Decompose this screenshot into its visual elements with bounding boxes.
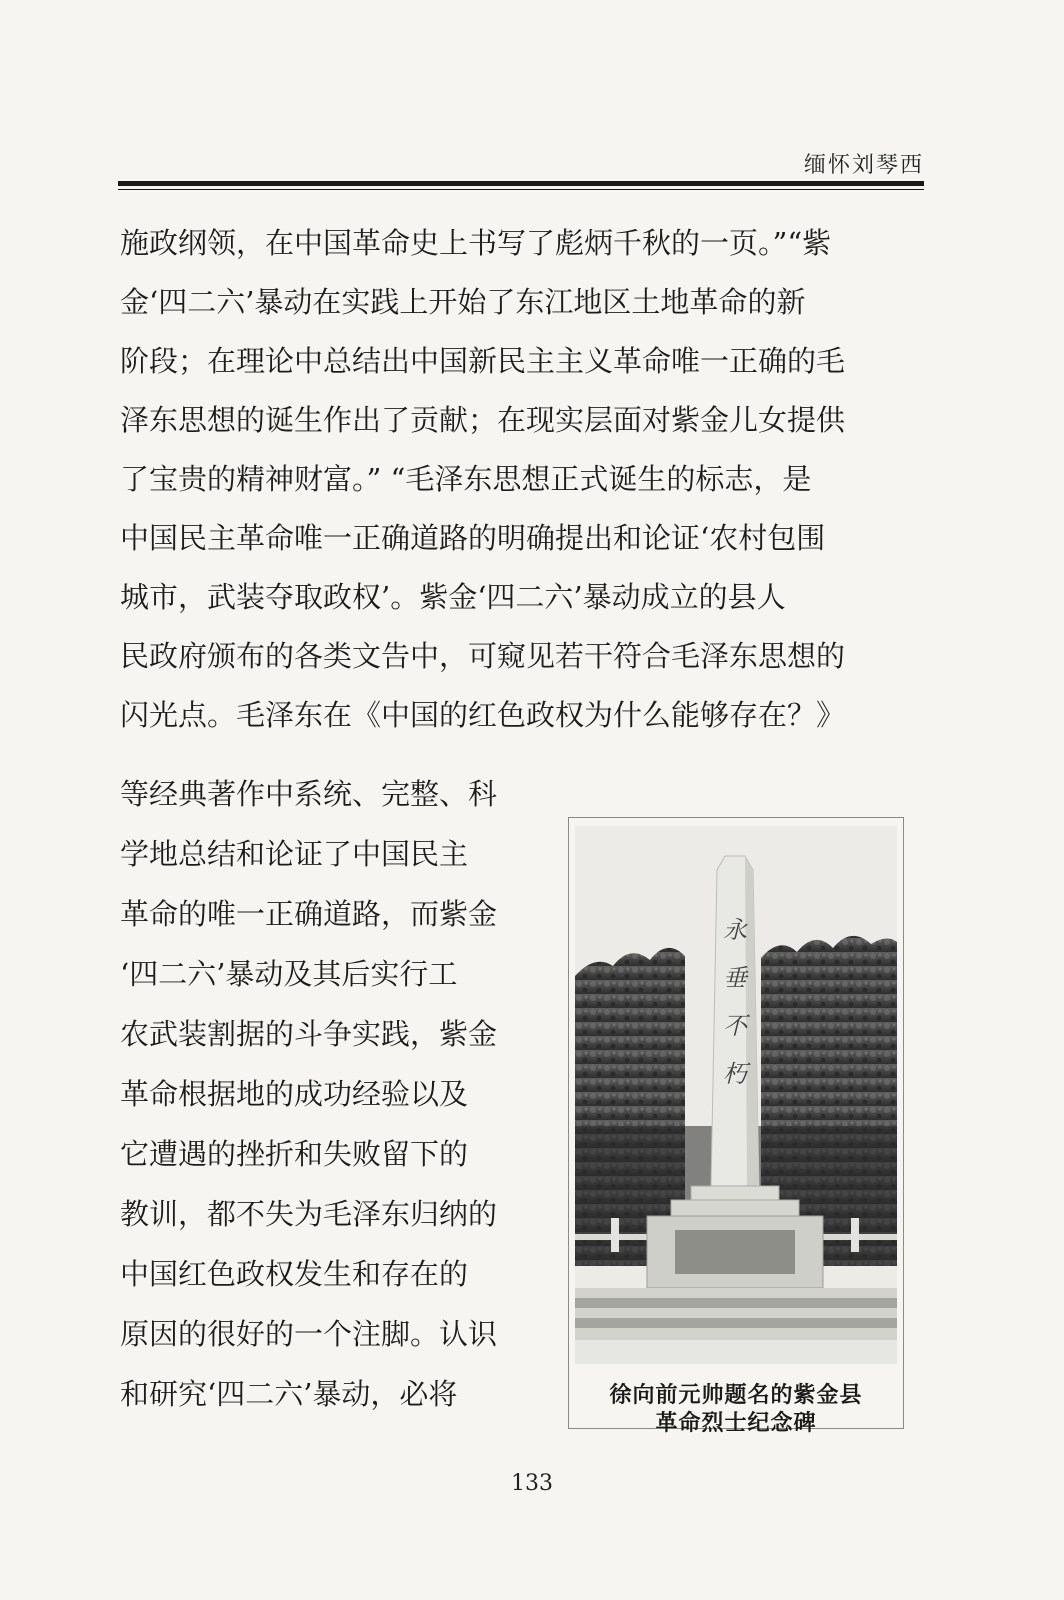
body-line: 施政纲领，在中国革命史上书写了彪炳千秋的一页。”“紫 [120,226,832,260]
body-line: 它遭遇的挫折和失败留下的 [120,1137,469,1171]
body-line: 革命根据地的成功经验以及 [120,1077,469,1111]
body-line: 民政府颁布的各类文告中，可窥见若干符合毛泽东思想的 [120,639,846,673]
body-line: 学地总结和论证了中国民主 [120,837,469,871]
body-line: 了宝贵的精神财富。” “毛泽东思想正式诞生的标志，是 [120,462,812,496]
body-line: 闪光点。毛泽东在《中国的红色政权为什么能够存在？》 [120,698,846,732]
body-line: 等经典著作中系统、完整、科 [120,777,498,811]
body-line: 阶段；在理论中总结出中国新民主主义革命唯一正确的毛 [120,344,846,378]
body-line: 泽东思想的诞生作出了贡献；在现实层面对紫金儿女提供 [120,403,846,437]
monument-photo [575,826,897,1364]
body-line: 中国民主革命唯一正确道路的明确提出和论证‘农村包围 [120,521,826,555]
figure-caption-line-2: 革命烈士纪念碑 [655,1411,817,1436]
figure-frame [568,817,904,1436]
header-rule-thick [118,181,924,186]
body-line: 农武装割据的斗争实践，紫金 [120,1017,498,1051]
body-line: 原因的很好的一个注脚。认识 [120,1317,498,1351]
figure-caption-line-1: 徐向前元帅题名的紫金县 [609,1383,863,1408]
body-line: ‘四二六’暴动及其后实行工 [120,957,458,991]
body-line: 革命的唯一正确道路，而紫金 [120,897,498,931]
body-line: 城市，武装夺取政权’。紫金‘四二六’暴动成立的县人 [120,580,786,614]
body-line: 教训，都不失为毛泽东归纳的 [120,1197,498,1231]
page-number: 133 [511,1471,553,1496]
monument-inscription: 永垂不朽 [723,916,747,1088]
running-header: 缅怀刘琴西 [803,153,924,178]
header-rule-thin [118,189,924,190]
body-line: 中国红色政权发生和存在的 [120,1257,469,1291]
body-line: 和研究‘四二六’暴动，必将 [120,1377,458,1411]
body-line: 金‘四二六’暴动在实践上开始了东江地区土地革命的新 [120,285,806,319]
